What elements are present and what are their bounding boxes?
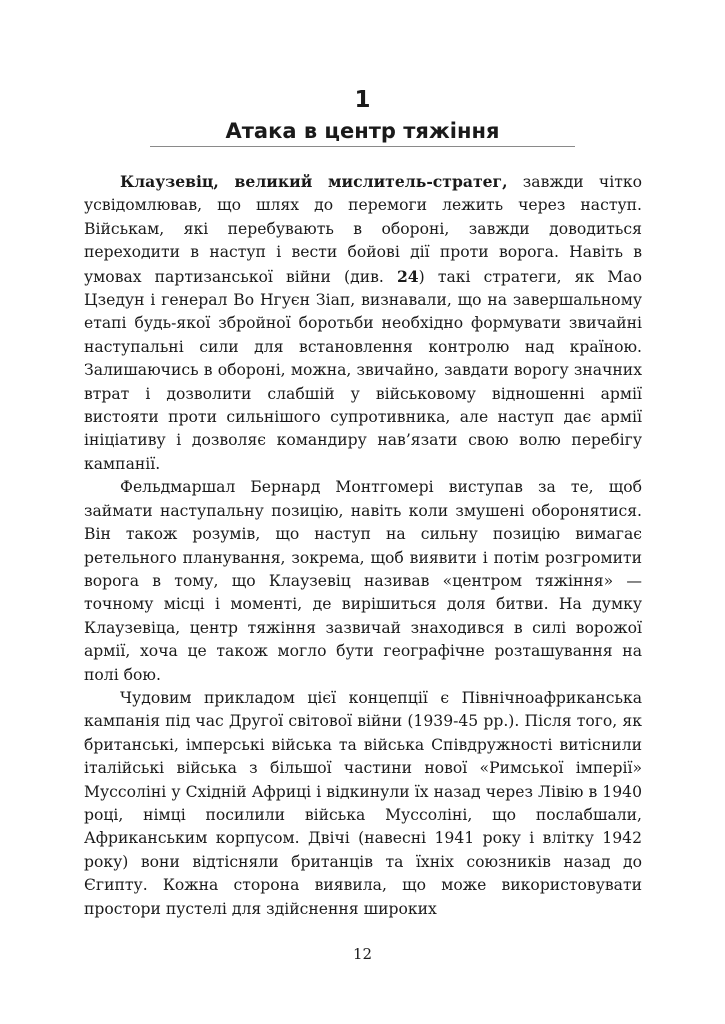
body-text [84,170,642,921]
page-number: 12 [352,945,373,963]
paragraph-1-text-a: завжди чітко усвідомлював, що шлях до перемоги лежить через наступ. Військам, які перебувають в обороні, завжди доводиться переходити в наступ і вести бойові дії проти ворога. Навіть в умовах партизанської війни (див. [84,173,642,286]
title-divider [150,146,575,147]
chapter-title: Атака в центр тяжіння [225,119,500,143]
paragraph-3 [84,687,642,921]
paragraph-1-text-b: ) такі стратеги, як Мао Цзедун і генерал Во Нгуєн Зіап, визнавали, що на завершальному етапі будь-якої збройної боротьби необхідно формувати звичайні наступальні сили для встановлення контролю над країною. Залишаючись в обороні, можна, звичайно, завдати ворогу значних втрат і дозволити слабшій у військовому відношенні армії вистояти проти сильнішого супротивника, але наступ дає армії ініціативу і дозволяє командиру нав’язати свою волю перебігу кампанії. [84,267,642,473]
paragraph-3-text: Чудовим прикладом цієї концепції є Північноафриканська кампанія під час Другої світової війни (1939-45 рр.). Після того, як британські, імперські війська та війська Співдружності витіснили італійські війська з більшої частини нової «Римської імперії» Муссоліні у Східній Африці і відкинули їх назад через Лівію в 1940 році, німці посилили війська Муссоліні, що послабшали, Африканським корпусом. Двічі (навесні 1941 року і влітку 1942 року) вони відтісняли британців та їхніх союзників назад до Єгипту. Кожна сторона виявила, що може використовувати простори пустелі для здійснення широких [84,688,642,918]
cross-reference: 24 [396,266,419,286]
paragraph-1-lead: Клаузевіц, великий мислитель-стратег, [120,172,508,191]
paragraph-2 [84,476,642,687]
paragraph-2-text: Фельдмаршал Бернард Монтгомері виступав за те, щоб займати наступальну позицію, навіть коли змушені оборонятися. Він також розумів, що наступ на сильну позицію вимагає ретельного планування, зокрема, щоб виявити і потім розгромити ворога в тому, що Клаузевіц називав «центром тяжіння» — точному місці і моменті, де вирішиться доля битви. На думку Клаузевіца, центр тяжіння зазвичай знаходився в силі ворожої армії, хоча це також могло бути географічне розташування на полі бою. [84,478,642,684]
paragraph-1 [84,170,642,476]
chapter-number: 1 [354,87,371,113]
